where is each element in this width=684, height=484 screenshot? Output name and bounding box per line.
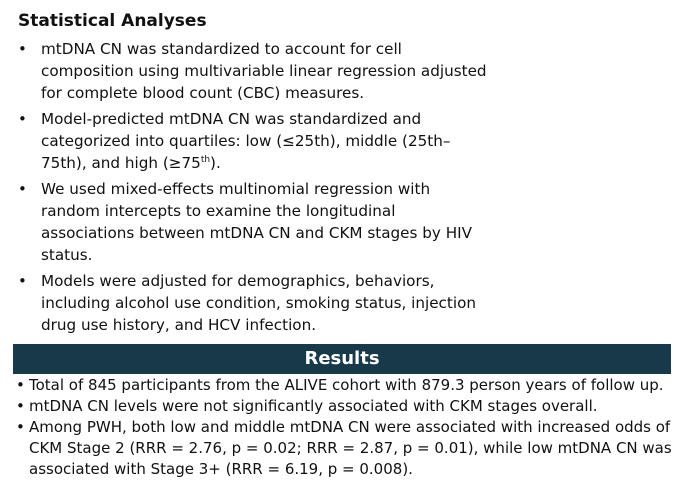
result-item-participants xyxy=(16,375,678,396)
results-banner: Results xyxy=(13,344,671,374)
result-item-text: mtDNA CN levels were not significantly associated with CKM stages overall. xyxy=(29,397,598,415)
bullet-icon: • xyxy=(18,180,27,198)
stat-item-quartiles xyxy=(18,108,488,174)
bullet-icon: • xyxy=(18,40,27,58)
stat-item-adjustment xyxy=(18,270,488,336)
result-item-text: Total of 845 participants from the ALIVE cohort with 879.3 person years of follow up. xyxy=(29,376,664,394)
bullet-icon: • xyxy=(18,272,27,290)
stat-item-text: We used mixed-effects multinomial regression with random intercepts to examine the longitudinal associations between mtDNA CN and CKM stages by HIV status. xyxy=(41,180,472,264)
statistical-analyses-heading: Statistical Analyses xyxy=(18,11,207,31)
bullet-icon: • xyxy=(16,397,25,415)
bullet-icon: • xyxy=(18,110,27,128)
stat-item-regression xyxy=(18,178,488,266)
result-item-overall-association xyxy=(16,396,678,417)
stat-item-text-end: ). xyxy=(210,154,221,172)
stat-item-text: Models were adjusted for demographics, behaviors, including alcohol use condition, smoking status, injection drug use history, and HCV infection. xyxy=(41,272,476,334)
stat-item-text: Model-predicted mtDNA CN was standardized and categorized into quartiles: low (≤25th), middle (25th–75th), and high (≥75 xyxy=(41,110,451,172)
stat-item-text: mtDNA CN was standardized to account for cell composition using multivariable linear regression adjusted for complete blood count (CBC) measures. xyxy=(41,40,487,102)
statistical-analyses-list xyxy=(18,38,488,340)
result-item-text: Among PWH, both low and middle mtDNA CN were associated with increased odds of CKM Stage 2 (RRR = 2.76, p = 0.02; RRR = 2.87, p = 0.01), while low mtDNA CN was associated with Stage 3+ (RRR = 6.19, p = 0.008). xyxy=(29,418,672,478)
bullet-icon: • xyxy=(16,418,25,436)
superscript: th xyxy=(200,154,211,165)
stat-item-standardization xyxy=(18,38,488,104)
results-list xyxy=(16,375,678,480)
result-item-pwh-association xyxy=(16,417,678,480)
bullet-icon: • xyxy=(16,376,25,394)
